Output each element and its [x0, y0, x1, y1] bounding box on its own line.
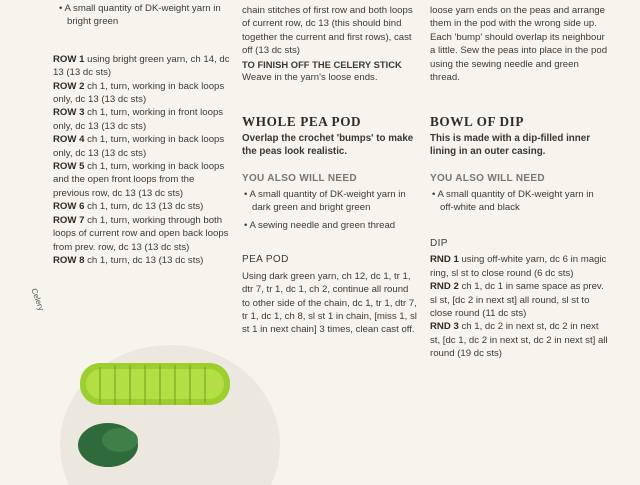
- pattern-round-1: [430, 253, 610, 280]
- row-list: [53, 53, 231, 268]
- round-list: [430, 253, 610, 360]
- pattern-row-label: ROW 3: [53, 107, 85, 119]
- pattern-round-label: RND 3: [430, 321, 459, 333]
- celery-photo: [29, 287, 260, 485]
- pattern-row-4: [53, 133, 231, 160]
- pattern-row-text: ch 1, turn, working in back loops only, dc 13 (13 dc sts): [53, 134, 225, 159]
- photo-caption: Celery: [29, 287, 46, 312]
- pattern-row-label: ROW 6: [53, 201, 85, 213]
- pattern-row-6: [53, 200, 231, 213]
- celery-continued-text: chain stitches of first row and both loops of current row, dc 13 (this should bind together the current and first rows), cast off (13 dc sts): [242, 5, 413, 57]
- finish-heading: TO FINISH OFF THE CELERY STICK: [242, 58, 402, 70]
- section-heading-bowl: BOWL OF DIP: [430, 114, 525, 130]
- pattern-row-text: ch 1, turn, dc 13 (13 dc sts): [84, 254, 204, 266]
- need-item-1: • A small quantity of DK-weight yarn in dark green and bright green: [244, 189, 406, 214]
- pattern-round-text: using off-white yarn, dc 6 in magic ring, sl st to close round (6 dc sts): [430, 254, 607, 279]
- column-1: [53, 2, 231, 267]
- need-item-bowl: • A small quantity of DK-weight yarn in off-white and black: [432, 189, 594, 214]
- pattern-row-text: ch 1, turn, working in back loops only, dc 13 (13 dc sts): [53, 80, 225, 106]
- pattern-round-text: ch 1, dc 2 in next st, dc 2 in next st, [dc 1, dc 2 in next st, dc 2 in next st] all round (19 dc sts): [430, 321, 608, 360]
- pattern-round-3: [430, 320, 610, 360]
- sub-heading-dip: DIP: [430, 237, 448, 249]
- column-3: [430, 4, 610, 361]
- pattern-round-label: RND 1: [430, 254, 459, 266]
- finish-text: Weave in the yarn's loose ends.: [242, 72, 378, 84]
- section-heading-pea-pod: WHOLE PEA POD: [242, 114, 362, 130]
- pattern-row-7: [53, 214, 231, 254]
- pattern-row-label: ROW 7: [53, 214, 85, 226]
- pattern-row-label: ROW 2: [53, 80, 85, 92]
- pattern-round-2: [430, 280, 610, 320]
- pattern-row-text: ch 1, turn, working through both loops of current row and open back loops from prev. row, dc 13 (13 dc sts): [53, 214, 229, 253]
- pattern-row-text: ch 1, turn, working in front loops only, dc 13 (13 dc sts): [53, 107, 224, 132]
- pattern-row-5: [53, 160, 231, 200]
- pattern-row-label: ROW 1: [53, 53, 85, 65]
- pattern-row-label: ROW 8: [53, 254, 85, 266]
- need-item-2: • A sewing needle and green thread: [244, 219, 396, 231]
- column-2: [242, 4, 418, 337]
- pattern-row-text: ch 1, turn, working in back loops and the open front loops from the previous row, dc 13 (13 dc sts): [53, 161, 225, 199]
- pattern-row-8: [53, 254, 231, 267]
- pattern-round-label: RND 2: [430, 281, 459, 293]
- pattern-row-label: ROW 5: [53, 161, 85, 173]
- section-intro: Overlap the crochet 'bumps' to make the peas look realistic.: [242, 132, 414, 158]
- need-heading: YOU ALSO WILL NEED: [242, 172, 357, 184]
- pea-pod-instructions: Using dark green yarn, ch 12, dc 1, tr 1, dtr 7, tr 1, dc 1, ch 2, continue all round to other side of the chain, dc 1, tr 1, dtr 7, tr 1, dc 1, ch 8, sl st 1 in chain, [miss 1, sl st 1 in next chain] 3 times, clean cast off.: [242, 270, 417, 336]
- need-heading-bowl: YOU ALSO WILL NEED: [430, 172, 545, 184]
- pea-continued-text: loose yarn ends on the peas and arrange them in the pod with the wrong side up. Each 'bump' should overlap its neighbour a little. Sew the peas into place in the pod using the sewing needle and green thread.: [430, 5, 608, 84]
- sub-heading-pea-pod: PEA POD: [242, 254, 289, 266]
- pattern-row-text: ch 1, turn, dc 13 (13 dc sts): [84, 201, 204, 213]
- pattern-row-2: [53, 80, 231, 107]
- pattern-row-3: [53, 106, 231, 133]
- section-intro-bowl: This is made with a dip-filled inner lining in an outer casing.: [430, 132, 591, 158]
- pattern-round-text: ch 1, dc 1 in same space as prev. sl st, [dc 2 in next st] all round, sl st to close round (11 dc sts): [430, 281, 604, 319]
- pattern-row-label: ROW 4: [53, 134, 85, 146]
- pattern-row-text: using bright green yarn, ch 14, dc 13 (13 dc sts): [53, 53, 230, 79]
- pattern-row-1: [53, 53, 231, 80]
- materials-bullet: • A small quantity of DK-weight yarn in bright green: [59, 3, 221, 28]
